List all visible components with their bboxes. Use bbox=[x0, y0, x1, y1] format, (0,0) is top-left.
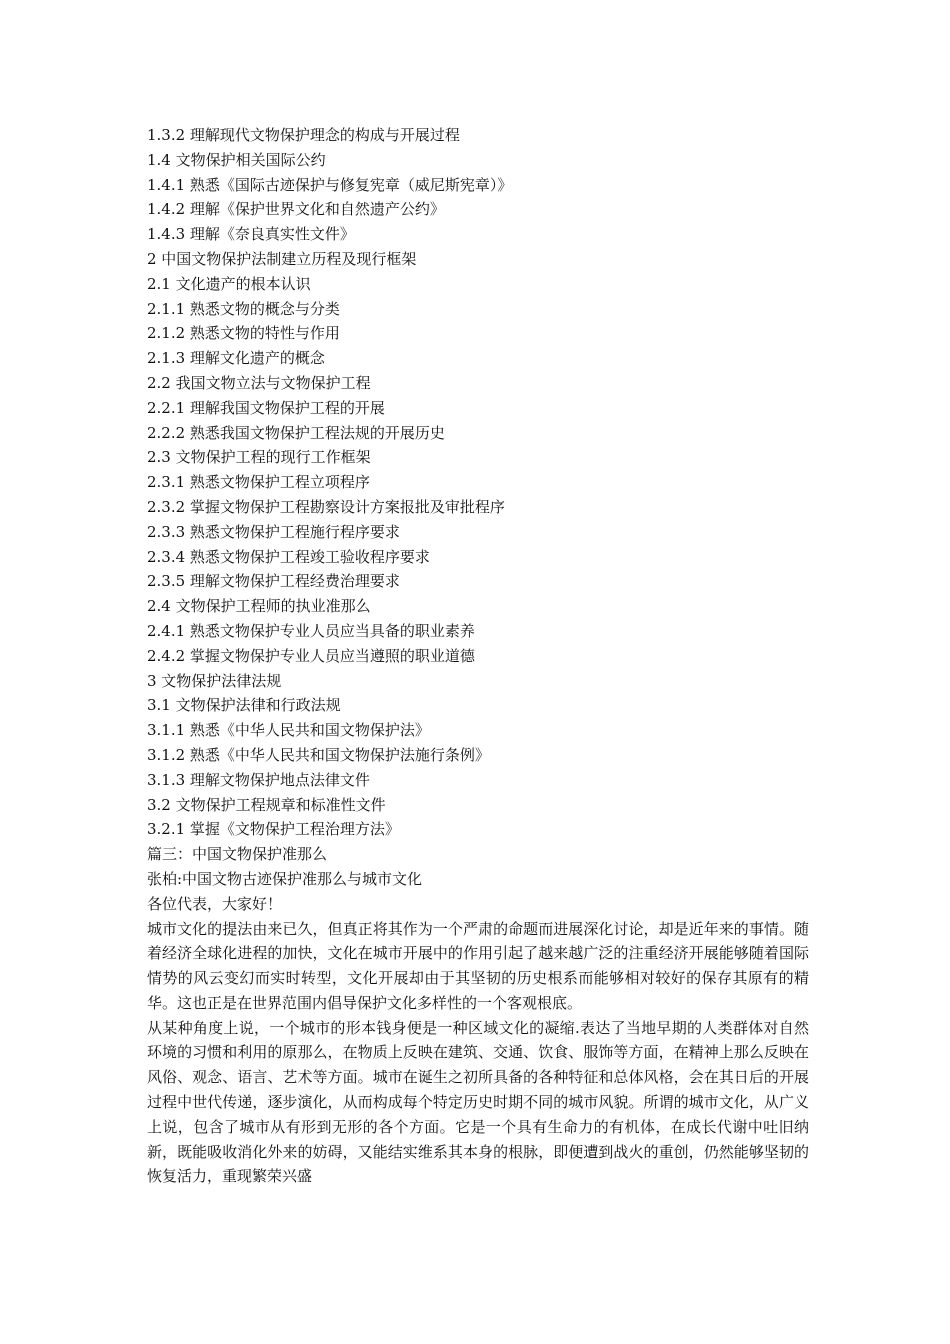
outline-item: 2.3.1 熟悉文物保护工程立项程序 bbox=[147, 473, 370, 492]
speech-title: 张柏:中国文物古迹保护准那么与城市文化 bbox=[147, 869, 423, 888]
outline-item: 1.4.1 熟悉《国际古迹保护与修复宪章（威尼斯宪章）》 bbox=[147, 175, 513, 194]
outline-item: 2.3.5 理解文物保护工程经费治理要求 bbox=[147, 572, 400, 591]
outline-item: 3.2.1 掌握《文物保护工程治理方法》 bbox=[147, 820, 400, 839]
outline-item: 2.3.2 掌握文物保护工程勘察设计方案报批及审批程序 bbox=[147, 497, 505, 516]
outline-item: 2.3.4 熟悉文物保护工程竣工验收程序要求 bbox=[147, 547, 430, 566]
outline-item: 2.4.2 掌握文物保护专业人员应当遵照的职业道德 bbox=[147, 646, 475, 665]
outline-item: 2.3.3 熟悉文物保护工程施行程序要求 bbox=[147, 522, 400, 541]
outline-item: 2.4.1 熟悉文物保护专业人员应当具备的职业素养 bbox=[147, 621, 475, 640]
outline-item: 2.2.1 理解我国文物保护工程的开展 bbox=[147, 398, 385, 417]
body-paragraph: 城市文化的提法由来已久，但真正将其作为一个严肃的命题而进展深化讨论，却是近年来的事情。随着经济全球化进程的加快，文化在城市开展中的作用引起了越来越广泛的注重经济开展能够随着国际情势的风云变幻而实时转型，文化开展却由于其坚韧的历史根系而能够相对较好的保存其原有的精华。这也正是在世界范围内倡导保护文化多样性的一个客观根底。 bbox=[147, 919, 809, 1012]
outline-item: 1.4.2 理解《保护世界文化和自然遗产公约》 bbox=[147, 200, 445, 219]
outline-item: 1.4 文物保护相关国际公约 bbox=[147, 150, 326, 169]
outline-item: 1.3.2 理解现代文物保护理念的构成与开展过程 bbox=[147, 126, 460, 144]
outline-item: 2.2 我国文物立法与文物保护工程 bbox=[147, 373, 371, 392]
outline-item: 2.1.3 理解文化遗产的概念 bbox=[147, 349, 325, 368]
outline-chapter-heading: 3 文物保护法律法规 bbox=[147, 671, 282, 690]
outline-item: 3.1.1 熟悉《中华人民共和国文物保护法》 bbox=[147, 721, 430, 740]
body-paragraph: 从某种角度上说，一个城市的形本钱身便是一种区域文化的凝缩.表达了当地早期的人类群体对自然环境的习惯和利用的原那么，在物质上反映在建筑、交通、饮食、服饰等方面，在精神上那么反映在风俗、观念、语言、艺术等方面。城市在诞生之初所具备的各种特征和总体风格，会在其日后的开展过程中世代传递，逐步演化，从而构成每个特定历史时期不同的城市风貌。所谓的城市文化，从广义上说，包含了城市从有形到无形的各个方面。它是一个具有生命力的有机体，在成长代谢中吐旧纳新，既能吸收消化外来的妨碍，又能结实维系其本身的根脉，即便遭到战火的重创，仍然能够坚韧的恢复活力，重现繁荣兴盛 bbox=[147, 1018, 809, 1186]
section-heading: 篇三：中国文物保护准那么 bbox=[147, 845, 328, 864]
outline-chapter-heading: 2 中国文物保护法制建立历程及现行框架 bbox=[147, 249, 417, 268]
outline-item: 2.4 文物保护工程师的执业准那么 bbox=[147, 597, 371, 616]
outline-item: 2.2.2 熟悉我国文物保护工程法规的开展历史 bbox=[147, 423, 445, 442]
outline-item: 2.1 文化遗产的根本认识 bbox=[147, 274, 311, 293]
outline-item: 1.4.3 理解《奈良真实性文件》 bbox=[147, 225, 355, 244]
outline-item: 3.1.2 熟悉《中华人民共和国文物保护法施行条例》 bbox=[147, 745, 490, 764]
outline-item: 3.1 文物保护法律和行政法规 bbox=[147, 696, 341, 715]
outline-item: 2.1.2 熟悉文物的特性与作用 bbox=[147, 324, 340, 343]
outline-item: 2.3 文物保护工程的现行工作框架 bbox=[147, 448, 371, 467]
outline-item: 2.1.1 熟悉文物的概念与分类 bbox=[147, 299, 340, 318]
outline-item: 3.2 文物保护工程规章和标准性文件 bbox=[147, 795, 386, 814]
outline-item: 3.1.3 理解文物保护地点法律文件 bbox=[147, 770, 370, 789]
document-page bbox=[147, 123, 809, 1189]
greeting: 各位代表，大家好！ bbox=[147, 894, 283, 913]
